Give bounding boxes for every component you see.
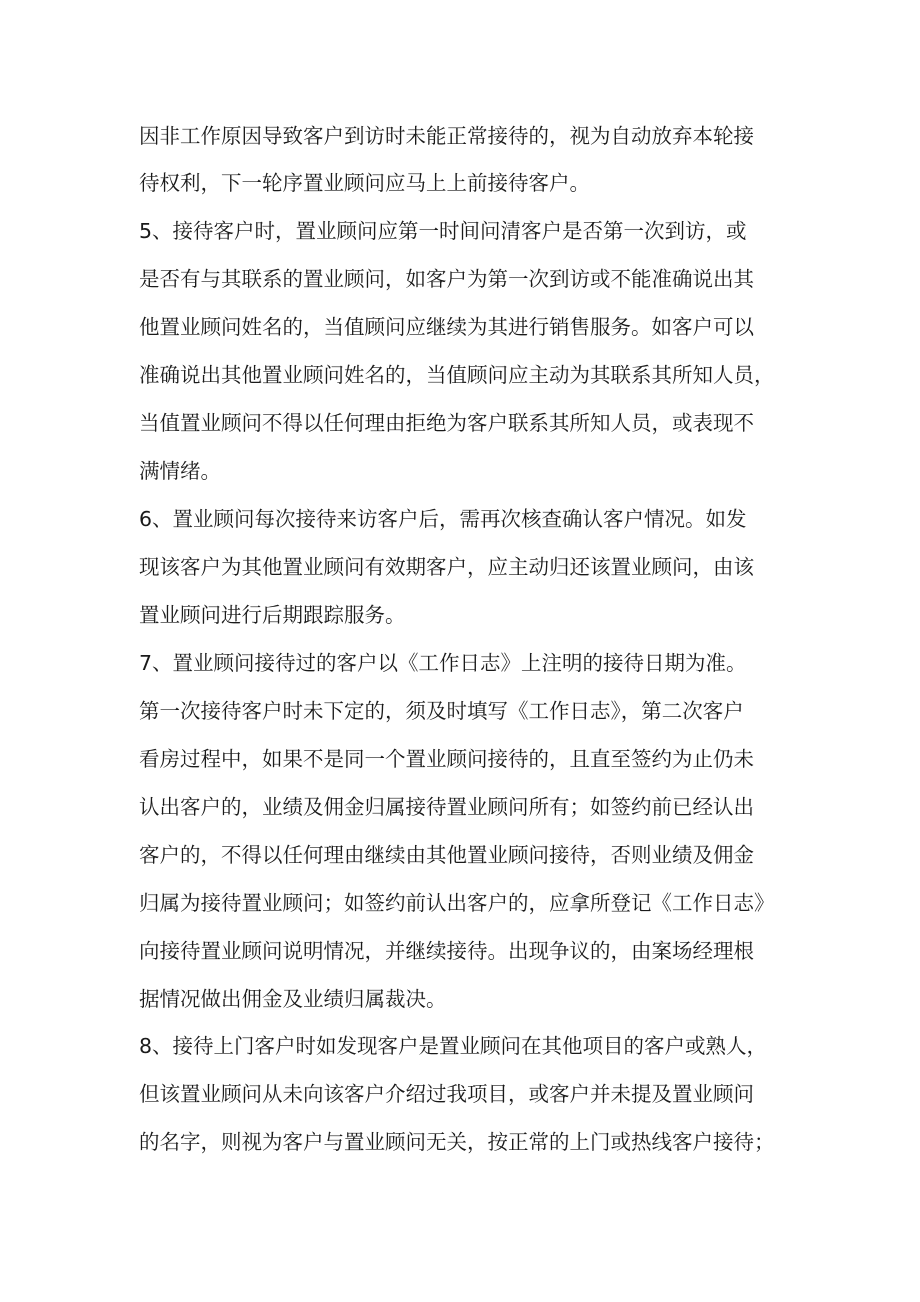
text-line: 归属为接待置业顾问；如签约前认出客户的，应拿所登记《工作日志》 — [139, 891, 775, 915]
text-line: 待权利，下一轮序置业顾问应马上上前接待客户。 — [139, 171, 590, 195]
text-line: 看房过程中，如果不是同一个置业顾问接待的，且直至签约为止仍未 — [139, 747, 754, 771]
text-line: 的名字，则视为客户与置业顾问无关，按正常的上门或热线客户接待； — [139, 1130, 775, 1154]
text-line: 向接待置业顾问说明情况，并继续接待。出现争议的，由案场经理根 — [139, 939, 754, 963]
text-line: 但该置业顾问从未向该客户介绍过我项目，或客户并未提及置业顾问 — [139, 1082, 754, 1106]
text-line: 6、置业顾问每次接待来访客户后，需再次核查确认客户情况。如发 — [139, 507, 747, 531]
text-line: 现该客户为其他置业顾问有效期客户，应主动归还该置业顾问，由该 — [139, 555, 754, 579]
text-line: 据情况做出佣金及业绩归属裁决。 — [139, 987, 447, 1011]
text-line: 8、接待上门客户时如发现客户是置业顾问在其他项目的客户或熟人， — [139, 1034, 768, 1058]
text-line: 因非工作原因导致客户到访时未能正常接待的，视为自动放弃本轮接 — [139, 124, 754, 148]
text-line: 第一次接待客户时未下定的，须及时填写《工作日志》，第二次客户 — [139, 699, 744, 723]
text-line: 是否有与其联系的置业顾问，如客户为第一次到访或不能准确说出其 — [139, 267, 754, 291]
text-line: 5、接待客户时，置业顾问应第一时间问清客户是否第一次到访，或 — [139, 219, 747, 243]
text-line: 满情绪。 — [139, 459, 221, 483]
text-line: 7、置业顾问接待过的客户以《工作日志》上注明的接待日期为准。 — [139, 651, 747, 675]
text-line: 他置业顾问姓名的，当值顾问应继续为其进行销售服务。如客户可以 — [139, 315, 754, 339]
text-line: 置业顾问进行后期跟踪服务。 — [139, 603, 406, 627]
text-line: 认出客户的，业绩及佣金归属接待置业顾问所有；如签约前已经认出 — [139, 795, 754, 819]
text-line: 准确说出其他置业顾问姓名的，当值顾问应主动为其联系其所知人员， — [139, 363, 775, 387]
text-line: 客户的，不得以任何理由继续由其他置业顾问接待，否则业绩及佣金 — [139, 843, 754, 867]
text-line: 当值置业顾问不得以任何理由拒绝为客户联系其所知人员，或表现不 — [139, 411, 754, 435]
